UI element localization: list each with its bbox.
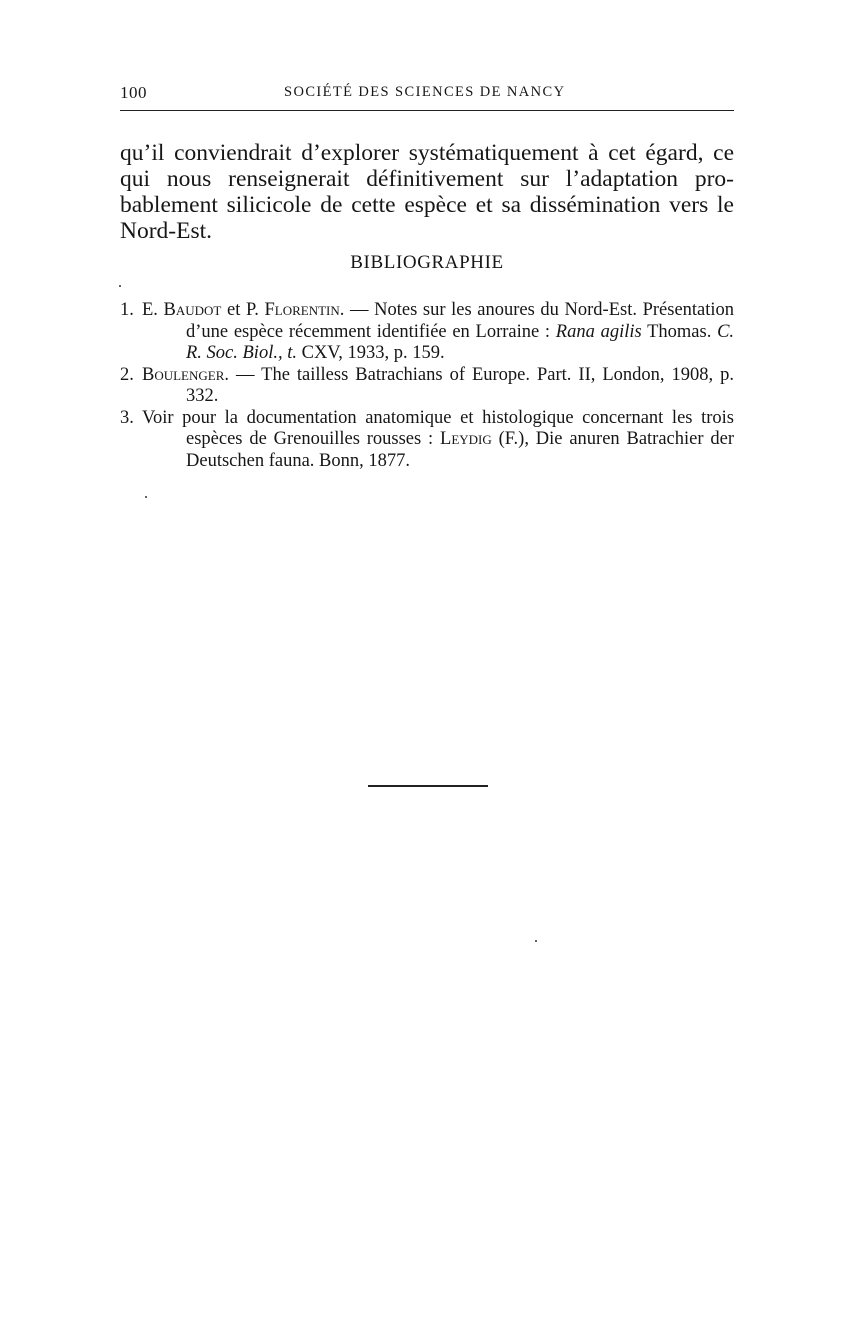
reference-text: Voir pour la documentation anatomique et histologique concernant les trois espèces de Grenouilles rousses : bbox=[142, 407, 734, 449]
reference-title: Notes sur les anoures du Nord-Est. Présentation d’une espèce récemment identifiée en Lorraine : bbox=[186, 300, 735, 342]
running-head bbox=[120, 83, 734, 107]
page-number: 100 bbox=[120, 83, 147, 102]
scan-speck bbox=[535, 940, 537, 942]
bibliography-item-1 bbox=[120, 300, 734, 365]
bibliography-list bbox=[120, 300, 734, 472]
item-number: 1. bbox=[120, 300, 134, 320]
author-name: E. Baudot bbox=[142, 300, 222, 320]
item-number: 3. bbox=[120, 407, 134, 428]
end-rule bbox=[368, 785, 488, 787]
author-name: P. Florentin. bbox=[245, 300, 345, 320]
species-author: Thomas. bbox=[647, 321, 712, 342]
journal-name: C. R. Soc. Biol., t. bbox=[186, 321, 735, 363]
bibliography-item-2 bbox=[120, 365, 734, 408]
journal-title: SOCIÉTÉ DES SCIENCES DE NANCY bbox=[284, 84, 566, 100]
reference-title: The tailless Batrachians of Europe. Part. II, London, 1908, p. 332. bbox=[186, 364, 734, 406]
scan-speck bbox=[145, 496, 147, 498]
item-number: 2. bbox=[120, 364, 134, 385]
body-paragraph: qu’il conviendrait d’explorer systématiquement à cet égard, ce qui nous renseignerait définitivement sur l’adaptation probablement silicicole de cette espèce et sa dissémination vers le Nord-Est. bbox=[120, 140, 734, 244]
em-dash: — bbox=[236, 364, 255, 385]
bibliography-heading: BIBLIOGRAPHIE bbox=[350, 252, 504, 273]
author-name: Boulenger. bbox=[142, 364, 230, 385]
species-name: Rana agilis bbox=[555, 321, 642, 342]
reference-text: (F.), Die anuren Batrachier der Deutschen fauna. Bonn, 1877. bbox=[186, 429, 734, 471]
conjunction: et bbox=[227, 300, 241, 320]
volume-info: CXV, 1933, p. 159. bbox=[301, 343, 445, 363]
em-dash: — bbox=[350, 300, 369, 320]
bibliography-item-3 bbox=[120, 408, 734, 473]
author-name: Leydig bbox=[440, 429, 492, 449]
header-rule bbox=[120, 110, 734, 111]
scan-speck bbox=[119, 285, 121, 287]
